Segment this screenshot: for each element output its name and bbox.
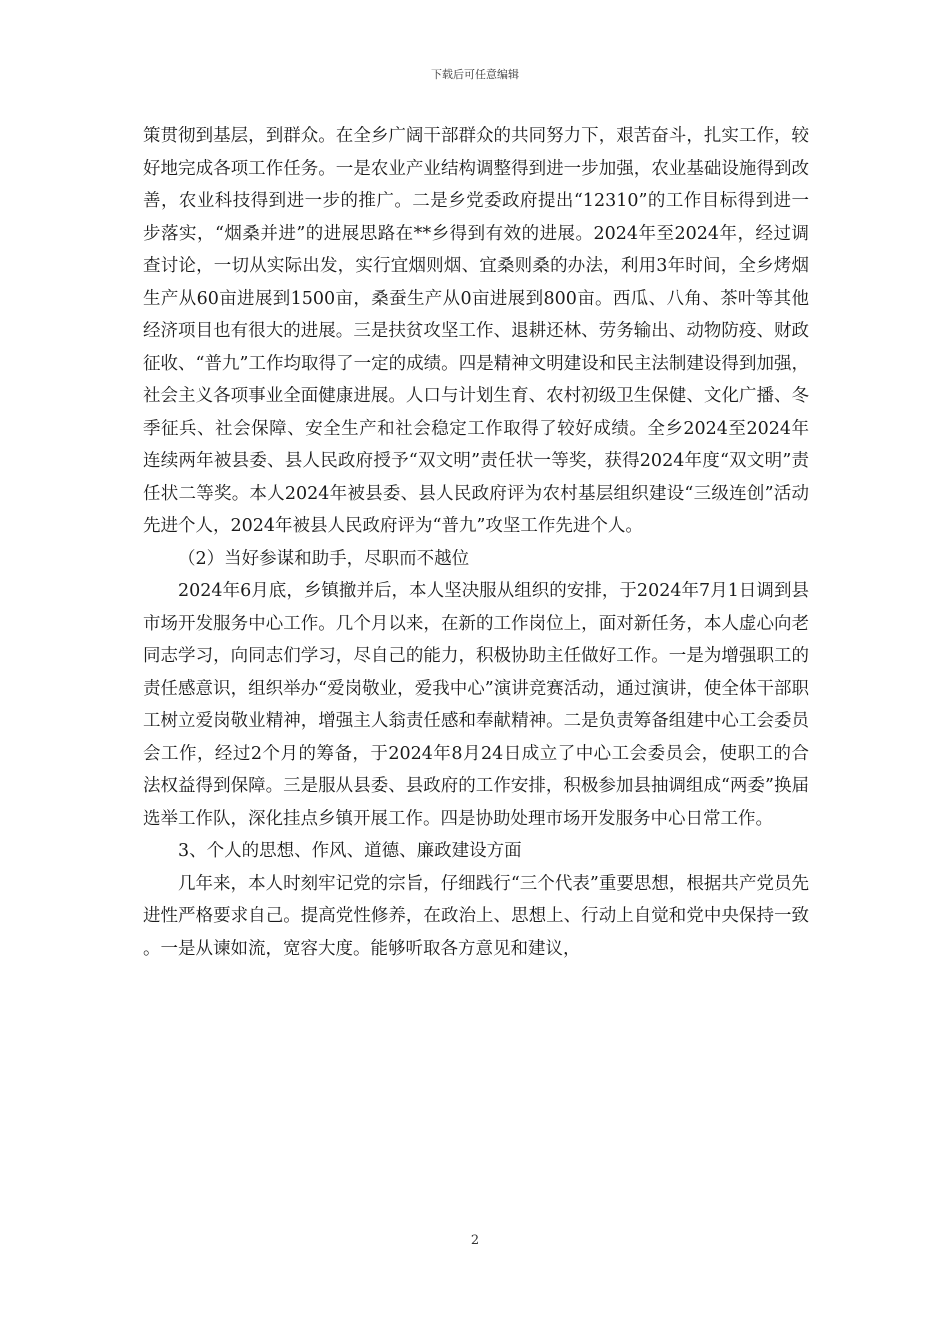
body-paragraph: 几年来，本人时刻牢记党的宗旨，仔细践行“三个代表”重要思想，根据共产党员先进性严格要求自己。提高党性修养，在政治上、思想上、行动上自觉和党中央保持一致。一是从谏如流，宽容大度。能够听取各方意见和建议，: [143, 873, 809, 959]
body-paragraph: 策贯彻到基层，到群众。在全乡广阔干部群众的共同努力下，艰苦奋斗，扎实工作，较好地完成各项工作任务。一是农业产业结构调整得到进一步加强，农业基础设施得到改善，农业科技得到进一步的推广。二是乡党委政府提出“12310”的工作目标得到进一步落实，“烟桑并进”的进展思路在**乡得到有效的进展。2024年至2024年，经过调查讨论，一切从实际出发，实行宜烟则烟、宜桑则桑的办法，利用3年时间，全乡烤烟生产从60亩进展到1500亩，桑蚕生产从0亩进展到800亩。西瓜、八角、茶叶等其他经济项目也有很大的进展。三是扶贫攻坚工作、退耕还林、劳务输出、动物防疫、财政征收、“普九”工作均取得了一定的成绩。四是精神文明建设和民主法制建设得到加强，社会主义各项事业全面健康进展。人口与计划生育、农村初级卫生保健、文化广播、冬季征兵、社会保障、安全生产和社会稳定工作取得了较好成绩。全乡2024至2024年连续两年被县委、县人民政府授予“双文明”责任状一等奖，获得2024年度“双文明”责任状二等奖。本人2024年被县委、县人民政府评为农村基层组织建设“三级连创”活动先进个人，2024年被县人民政府评为“普九”攻坚工作先进个人。: [143, 126, 809, 536]
page-header: 下载后可任意编辑: [431, 68, 519, 81]
section-heading: 3、个人的思想、作风、道德、廉政建设方面: [178, 841, 522, 861]
section-subheading: （2）当好参谋和助手，尽职而不越位: [178, 548, 470, 569]
body-paragraph: 2024年6月底，乡镇撤并后，本人坚决服从组织的安排，于2024年7月1日调到县市场开发服务中心工作。几个月以来，在新的工作岗位上，面对新任务，本人虚心向老同志学习，向同志们学习，尽自己的能力，积极协助主任做好工作。一是为增强职工的责任感意识，组织举办“爱岗敬业，爱我中心”演讲竞赛活动，通过演讲，使全体干部职工树立爱岗敬业精神，增强主人翁责任感和奉献精神。二是负责筹备组建中心工会委员会工作，经过2个月的筹备，于2024年8月24日成立了中心工会委员会，使职工的合法权益得到保障。三是服从县委、县政府的工作安排，积极参加县抽调组成“两委”换届选举工作队，深化挂点乡镇开展工作。四是协助处理市场开发服务中心日常工作。: [143, 581, 809, 829]
document-body: [143, 120, 809, 965]
page-number: 2: [470, 1233, 480, 1248]
